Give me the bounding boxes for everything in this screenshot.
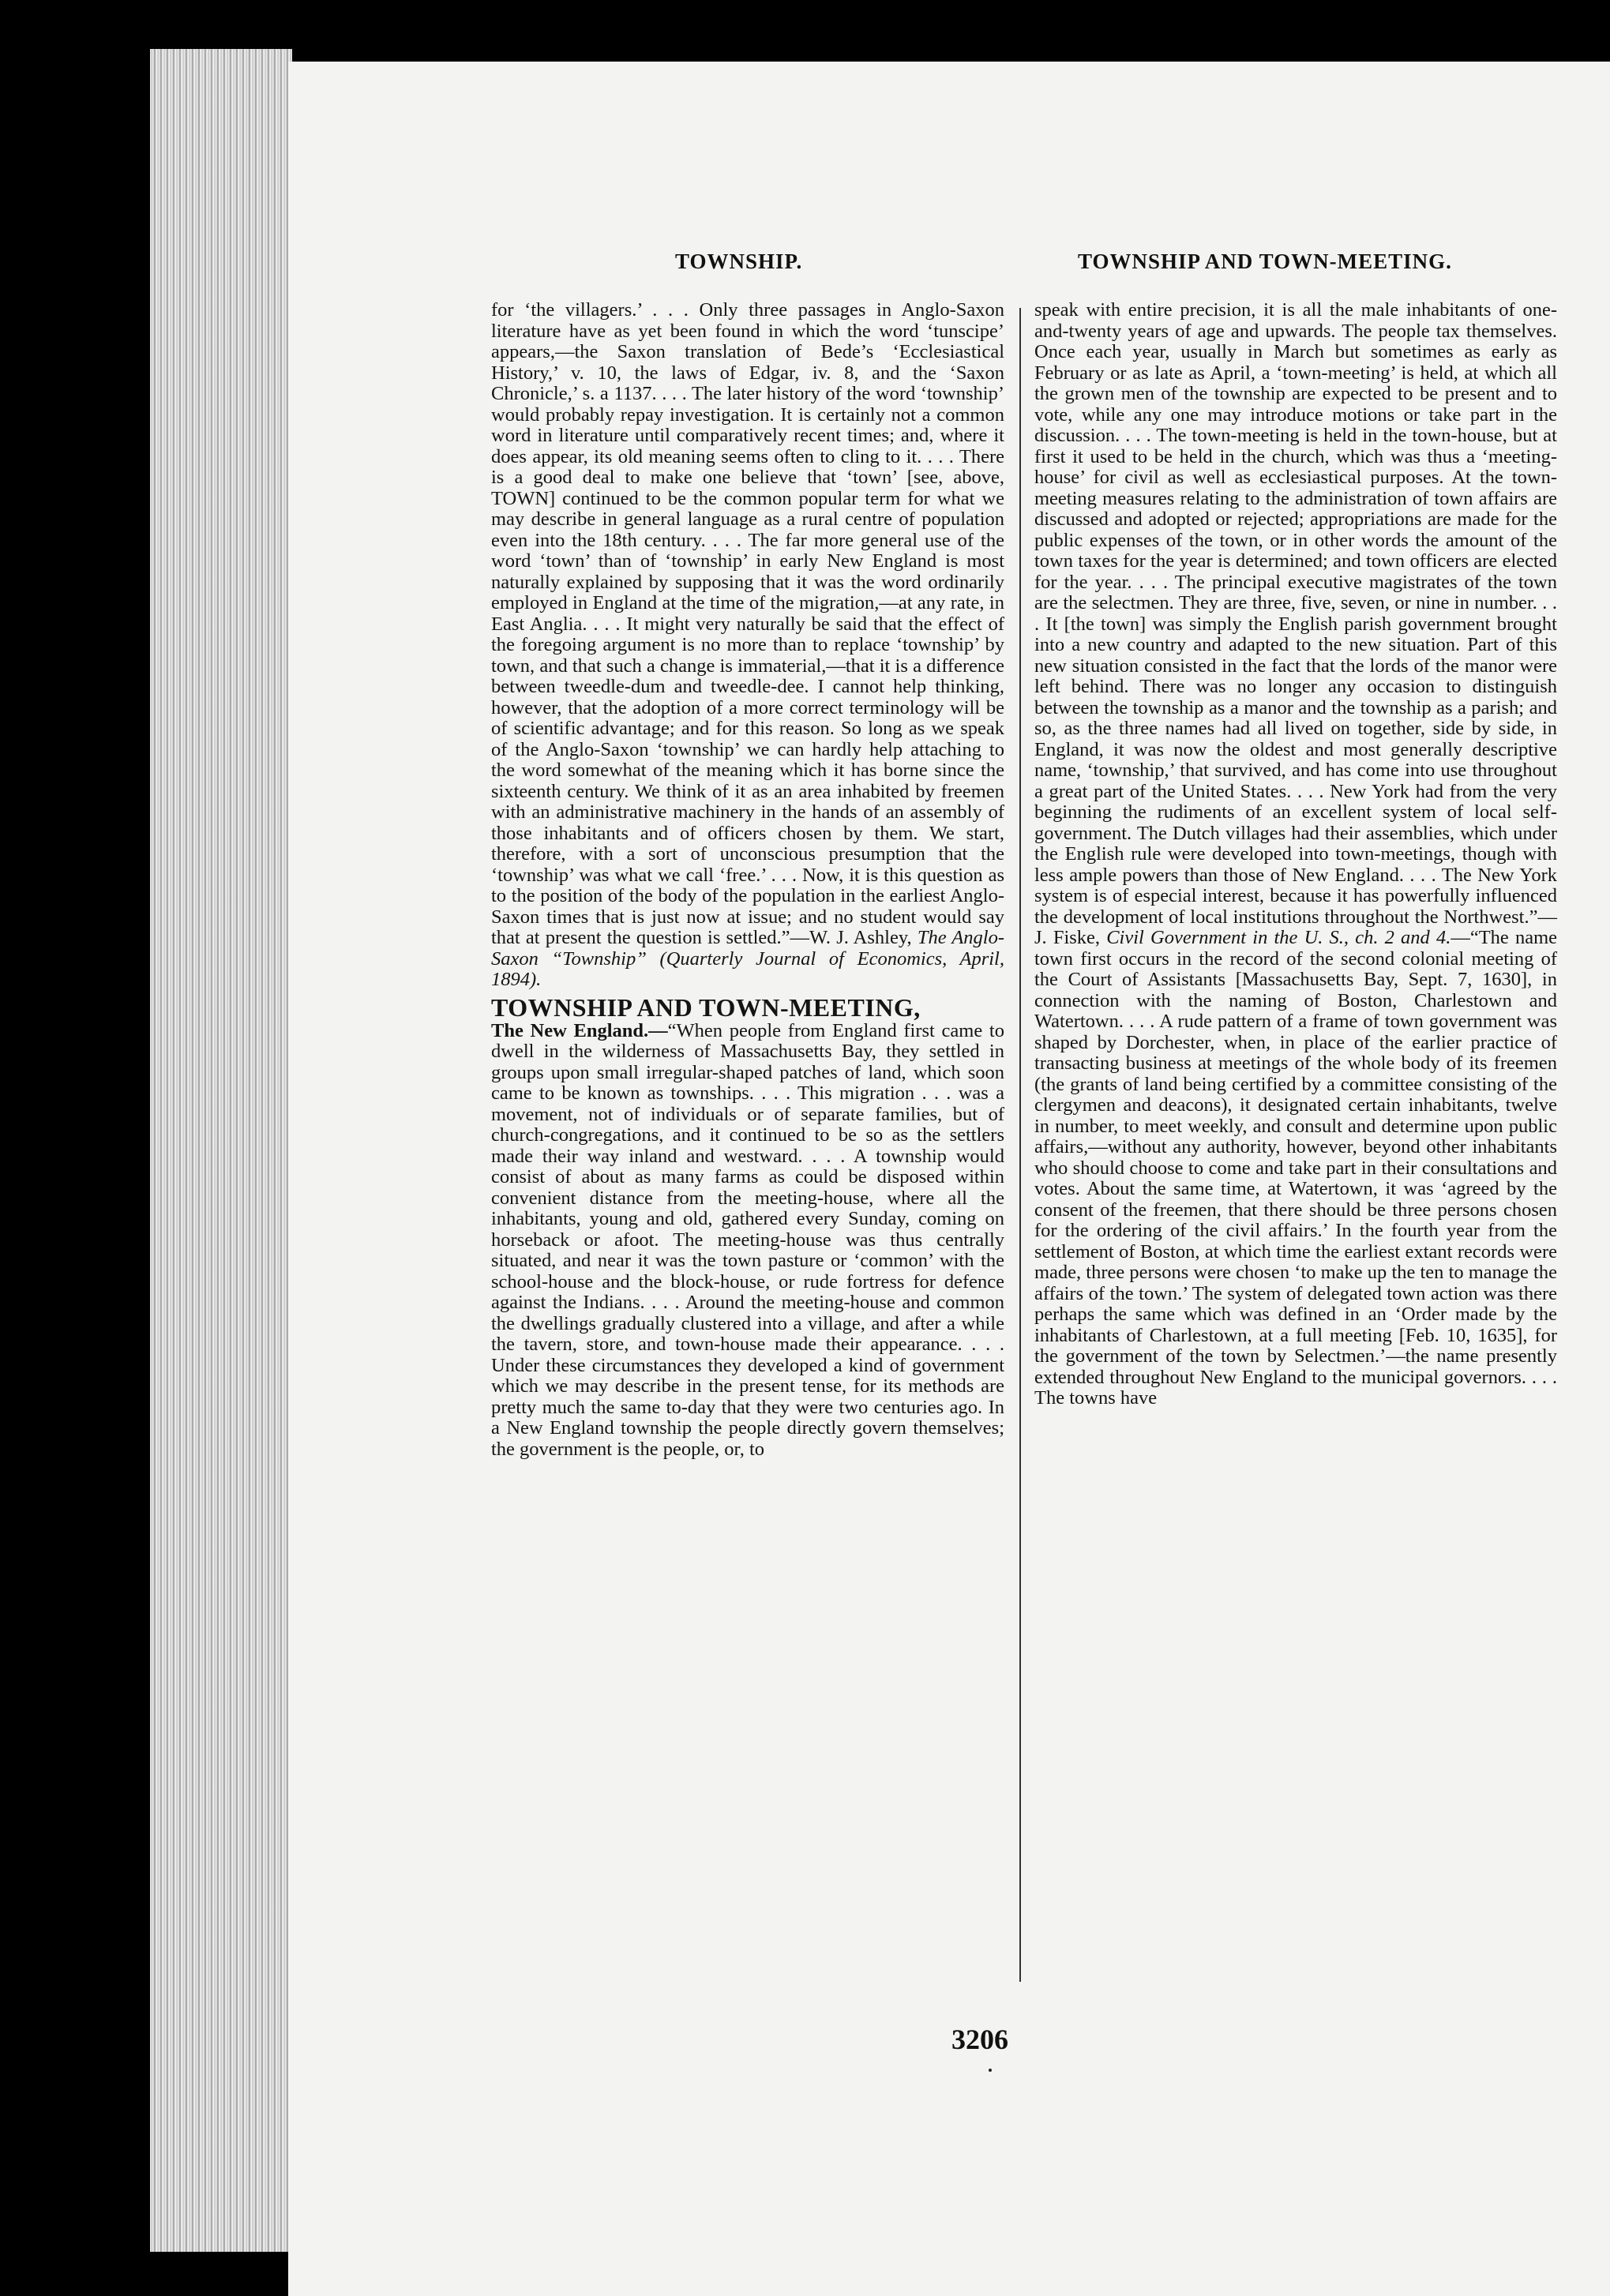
section-title: TOWNSHIP AND TOWN-MEETING, [491,992,921,1022]
running-head-left: TOWNSHIP. [675,249,803,273]
right-paragraph-1 [1034,300,1557,1409]
left-paragraph-2-text: “When people from England first came to dwell in the wilderness of Massachusetts Bay, they settled in groups upon small irregular-shaped patches of land, which soon came to be known as townships. . . . This migration . . . was a movement, not of individuals or of separate families, but of church-congregations, and it continued to be so as the settlers made their way inland and westward. . . . A township would consist of about as many farms as could be disposed within convenient distance from the meeting-house, where all the inhabitants, young and old, gathered every Sunday, coming on horseback or afoot. The meeting-house was thus centrally situated, and near it was the town pasture or ‘common’ with the school-house and the block-house, or rude fortress for defence against the Indians. . . . Around the meeting-house and common the dwellings gradually clustered into a village, and after a while the tavern, store, and town-house made their appearance. . . . Under these circumstances they developed a kind of government which we may describe in the present tense, for its methods are pretty much the same to-day that they were two centuries ago. In a New England township the people directly govern themselves; the government is the people, or, to [491,1019,1004,1460]
left-paragraph-1 [491,300,1004,991]
section-subtitle: The New England.— [491,1019,668,1041]
left-paragraph-1-citation: The Anglo-Saxon “Township” (Quarterly Journal of Economics, April, 1894). [491,927,1004,990]
left-column [491,300,1004,1460]
left-paragraph-2 [491,1021,1004,1461]
page-number: 3206 [951,2024,1008,2055]
book-page-edges [150,49,292,2252]
printer-mark [989,2069,992,2072]
right-paragraph-1-citation: Civil Government in the U. S., ch. 2 and 4. [1106,927,1451,948]
right-column [1034,300,1557,1409]
right-paragraph-2-text: —“The name town first occurs in the record of the second colonial meeting of the Court of Assistants [Massachusetts Bay, Sept. 7, 1630], in connection with the naming of Boston, Charlestown and Watertown. . . . A rude pattern of a frame of town government was shaped by Dorchester, when, in place of the earlier practice of transacting business at meetings of the whole body of its freemen (the grants of land being certified by a committee consisting of the clergymen and deacons), it designated certain inhabitants, twelve in number, to meet weekly, and consult and determine upon public affairs,—without any authority, however, beyond other inhabitants who should choose to come and take part in their consultations and votes. About the same time, at Watertown, it was ‘agreed by the consent of the freemen, that there should be three persons chosen for the ordering of the civil affairs.’ In the fourth year from the settlement of Boston, at which time the earliest extant records were made, three persons were chosen ‘to make up the ten to manage the affairs of the town.’ The system of delegated town action was there perhaps the same which was defined in an ‘Order made by the inhabitants of Charlestown, at a full meeting [Feb. 10, 1635], for the government of the town by Selectmen.’—the name presently extended throughout New England to the municipal governors. . . . The towns have [1034,927,1558,1409]
running-head-right: TOWNSHIP AND TOWN-MEETING. [1078,249,1452,273]
left-paragraph-1-text: for ‘the villagers.’ . . . Only three passages in Anglo-Saxon literature have as yet been found in which the word ‘tunscipe’ appears,—the Saxon translation of Bede’s ‘Ecclesiastical History,’ v. 10, the laws of Edgar, iv. 8, and the ‘Saxon Chronicle,’ s. a 1137. . . . The later history of the word ‘township’ would probably repay investigation. It is certainly not a common word in literature until comparatively recent times; and, where it does appear, its old meaning seems often to cling to it. . . . There is a good deal to make one believe that ‘town’ [see, above, TOWN] continued to be the common popular term for what we may describe in general language as a rural centre of population even into the 18th century. . . . The far more general use of the word ‘town’ than of ‘township’ in early New England is most naturally explained by supposing that it was the word ordinarily employed in England at the time of the migration,—at any rate, in East Anglia. . . . It might very naturally be said that the effect of the foregoing argument is no more than to replace ‘township’ by town, and that such a change is immaterial,—that it is a difference between tweedle-dum and tweedle-dee. I cannot help thinking, however, that the adoption of a more correct terminology will be of scientific advantage; and for this reason. So long as we speak of the Anglo-Saxon ‘township’ we can hardly help attaching to the word somewhat of the meaning which it has borne since the sixteenth century. We think of it as an area inhabited by freemen with an administrative machinery in the hands of an assembly of those inhabitants and of officers chosen by them. We start, therefore, with a sort of unconscious presumption that the ‘township’ was what we call ‘free.’ . . . Now, it is this question as to the position of the body of the population in the earliest Anglo-Saxon times that is just now at issue; and no student would say that at present the question is settled.”—W. J. Ashley, [491,299,1004,948]
column-divider [1019,308,1021,1982]
right-paragraph-1-text: speak with entire precision, it is all the male inhabitants of one-and-twenty years of age and upwards. The people tax themselves. Once each year, usually in March but sometimes as early as February or as late as April, a ‘town-meeting’ is held, at which all the grown men of the township are expected to be present and to vote, while any one may introduce motions or take part in the discussion. . . . The town-meeting is held in the town-house, but at first it used to be held in the church, which was thus a ‘meeting-house’ for civil as well as ecclesiastical purposes. At the town-meeting measures relating to the administration of town affairs are discussed and adopted or rejected; appropriations are made for the public expenses of the town, or in other words the amount of the town taxes for the year is determined; and town officers are elected for the year. . . . The principal executive magistrates of the town are the selectmen. They are three, five, seven, or nine in number. . . . It [the town] was simply the English parish government brought into a new country and adapted to the new situation. Part of this new situation consisted in the fact that the lords of the manor were left behind. There was no longer any occasion to distinguish between the township as a manor and the township as a parish; and so, as the three names had all lived on together, side by side, in England, it was now the oldest and most generally descriptive name, ‘township,’ that survived, and has come into use throughout a great part of the United States. . . . New York had from the very beginning the rudiments of an excellent system of local self-government. The Dutch villages had their assemblies, which under the English rule were developed into town-meetings, though with less ample powers than those of New England. . . . The New York system is of especial interest, because it has powerfully influenced the development of local institutions throughout the Northwest.”—J. Fiske, [1034,299,1557,948]
